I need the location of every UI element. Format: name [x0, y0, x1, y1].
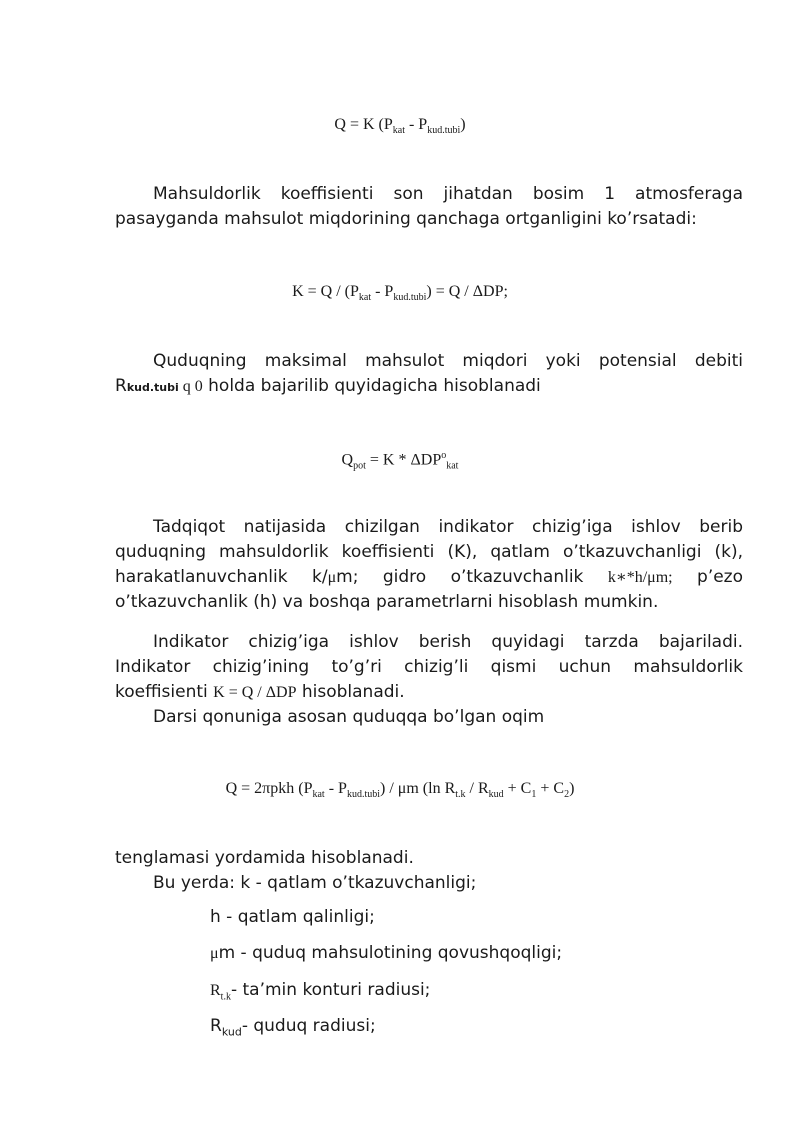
- text-line: Mahsuldorlik koeffisienti son jihatdan bosim 1 atmosferaga: [153, 184, 743, 204]
- text-line: Tadqiqot natijasida chizilgan indikator chizig’iga ishlov berib: [153, 517, 743, 537]
- text-line: Rkud.tubi q 0 holda bajarilib quyidagicha hisoblanadi: [115, 376, 541, 396]
- paragraph-indicator-processing: [115, 630, 743, 730]
- text-line: quduqning mahsuldorlik koeffisienti (K), qatlam o’tkazuvchanligi (k),: [115, 542, 743, 562]
- list-item-contour-radius: $R_{t.k}-$ ta’min konturi radiusi;: [210, 980, 431, 1003]
- text-line: harakatlanuvchanlik k/μm; gidro o’tkazuvchanlik k∗*h/μm; p’ezo: [115, 567, 744, 587]
- text-line: Bu yerda: k - qatlam o’tkazuvchanligi;: [153, 873, 477, 893]
- formula-potential: $Q_{pot} = K * \Delta DP^o_{kat}$: [341, 450, 459, 472]
- formula-darcy-flow: Q = 2πpkh $(P_{kat} - P_{kud.tubi})$ / μm (ln $R_{t.k} / R_{kud} + C_1 + C_2$): [225, 780, 575, 801]
- list-item-well-radius: $R_{kud}-$ quduq radiusi;: [210, 1016, 376, 1039]
- formula-coefficient: $K = Q / (P_{kat} - P_{kud.tubi}) = Q / \Delta DP$;: [292, 283, 508, 304]
- list-item-thickness: h - qatlam qalinligi;: [210, 907, 375, 927]
- text-line: Darsi qonuniga asosan quduqqa bo’lgan oqim: [153, 707, 545, 727]
- text-line: tenglamasi yordamida hisoblanadi.: [115, 848, 414, 868]
- paragraph-potential-debit: [115, 349, 743, 400]
- paragraph-indicator-results: [115, 515, 743, 615]
- formula-productivity: Q = K $(P_{kat} - P_{kud.tubi})$: [334, 116, 466, 137]
- text-line: koeffisienti K = Q / ΔDP hisoblanadi.: [115, 682, 405, 702]
- text-line: o’tkazuvchanlik (h) va boshqa parametrlarni hisoblash mumkin.: [115, 592, 659, 612]
- text-line: Indikator chizig’ining to’g’ri chizig’li qismi uchun mahsuldorlik: [115, 657, 743, 677]
- text-line: Quduqning maksimal mahsulot miqdori yoki potensial debiti: [153, 351, 743, 371]
- paragraph-coefficient-definition: [115, 182, 743, 232]
- list-item-viscosity: μm - quduq mahsulotining qovushqoqligi;: [210, 943, 563, 963]
- text-line: Indikator chizig’iga ishlov berish quyidagi tarzda bajariladi.: [153, 632, 743, 652]
- text-line: pasayganda mahsulot miqdorining qanchaga ortganligini ko’rsatadi:: [115, 209, 697, 229]
- paragraph-where: [115, 846, 743, 896]
